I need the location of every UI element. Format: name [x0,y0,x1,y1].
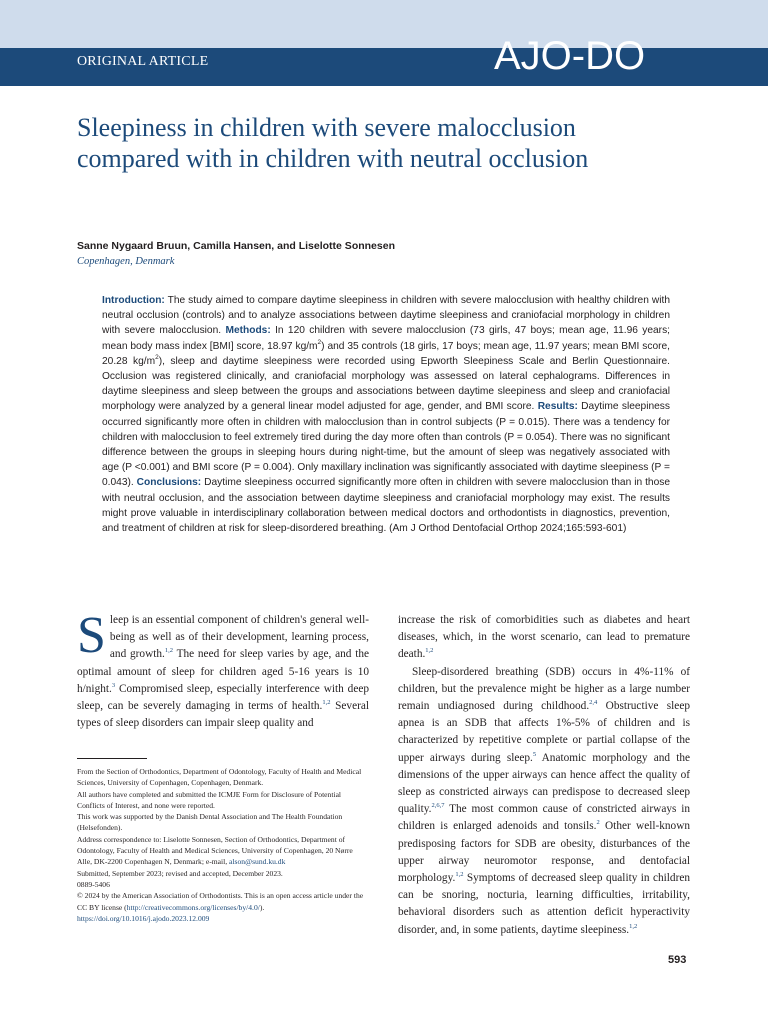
footnote-coi: All authors have completed and submitted the ICMJE Form for Disclosure of Potential Conflicts of Interest, and none were reported. [77,789,342,810]
abstract-results-text: Daytime sleepiness occurred significantly more often in children with malocclusion than in control subjects (P = 0.015). There was a tendency for children with malocclusion to feel extremely tired during the day more often than controls (P = 0.054). There was no significant difference between the groups in sleeping hours during night-time, but the amount of sleep was negatively associated with age (P <0.001) and BMI score (P = 0.004). Only maxillary inclination was significantly associated with daytime sleepiness (P = 0.043). [102,401,670,489]
article-authors: Sanne Nygaard Bruun, Camilla Hansen, and Liselotte Sonnesen [77,240,395,252]
footnote-correspondence [77,834,369,868]
section-label: ORIGINAL ARTICLE [77,54,209,69]
abstract-methods-sup-1: 2 [317,338,322,346]
footnote-correspondence-text: Address correspondence to: Liselotte Sonnesen, Section of Orthodontics, Department of Odontology, Faculty of Health and Medical Sciences, University of Copenhagen, 20 Nørre Alle, DK-2200 Copenhagen N, Denmark; e-mail, [77,834,353,867]
citation-link[interactable]: 2,6,7 [431,802,445,810]
citation-link[interactable]: 1,2 [455,871,464,879]
abstract-introduction-heading: Introduction: [102,295,165,306]
footnote-license-text: © 2024 by the American Association of Orthodontists. This is an open access article under the CC BY license ( [77,891,364,912]
body-column-left [77,607,370,732]
abstract-conclusions-text: Daytime sleepiness occurred significantly more often in children with severe malocclusion than in those with neutral occlusion, and the association between daytime sleepiness and craniofacial morphology may exist. The results might prove valuable in interdisciplinary collaboration between medical doctors and orthodontists in diagnostics, prevention, and treatment of children at risk for sleep-disordered breathing. (Am J Orthod Dentofacial Orthop 2024;165:593-601) [102,477,670,535]
citation-link[interactable]: 3 [111,681,116,689]
abstract-methods-text-2: ) and 35 controls (18 girls, 17 boys; mean age, 11.97 years; mean BMI score, 20.28 kg/m [102,340,670,367]
citation-link[interactable]: 2,4 [589,699,598,707]
license-link[interactable]: http://creativecommons.org/licenses/by/4.0/ [126,902,260,912]
article-title: Sleepiness in children with severe malocclusion compared with in children with neutral occlusion [77,113,589,173]
footnote-affiliation: From the Section of Orthodontics, Department of Odontology, Faculty of Health and Medical Sciences, University of Copenhagen, Copenhagen, Denmark. [77,767,362,788]
abstract [102,293,670,536]
body-paragraph [398,664,690,939]
body-text: Sleep-disordered breathing (SDB) occurs in 4%-11% of children, but the prevalence might be higher as a large number remain undiagnosed during childhood. [398,665,690,713]
citation-link[interactable]: 1,2 [164,647,173,655]
body-column-right [398,612,690,939]
email-link[interactable]: alson@sund.ku.dk [229,857,286,867]
drop-cap: S [77,607,106,664]
article-location: Copenhagen, Denmark [77,256,175,267]
footnote-submitted: Submitted, September 2023; revised and accepted, December 2023. [77,868,283,878]
body-text: The most common cause of constricted airways in children is enlarged adenoids and tonsils. [398,803,690,833]
abstract-results-heading: Results: [537,401,578,413]
citation-link[interactable]: 1,2 [629,922,638,930]
abstract-conclusions-heading: Conclusions: [136,477,202,489]
body-paragraph [398,612,690,664]
abstract-methods-text-3: ), sleep and daytime sleepiness were recorded using Epworth Sleepiness Scale and Berlin Questionnaire. Occlusion was registered clinically, and craniofacial morphology was assessed on lateral cephalograms. Differences in daytime sleepiness and sleep between the groups and associations between daytime sleepiness and sleep and craniofacial morphology were analyzed by a general linear model adjusted for age, gender, and BMI score. [102,355,670,413]
abstract-methods-text-1: In 120 children with severe malocclusion (73 girls, 47 boys; mean age, 11.96 years; mean body mass index [BMI] score, 18.97 kg/m [102,325,670,352]
footnote-license-text-end: ). [259,902,265,912]
body-text: Anatomic morphology and the dimensions of the upper airways can hence affect the quality of sleep as constricted airways can predispose to decreased sleep quality. [398,751,690,816]
doi-link[interactable]: https://doi.org/10.1016/j.ajodo.2023.12.009 [77,913,210,923]
citation-link[interactable]: 5 [532,750,537,758]
abstract-methods-heading: Methods: [225,325,271,337]
body-text: Several types of sleep disorders can impair sleep quality and [77,700,370,730]
header-top-band [0,0,768,48]
body-text: Other well-known predisposing factors for SDB are obesity, disturbances of the upper airway neuromotor response, and dentofacial morphology. [398,820,690,885]
body-text: leep is an essential component of children's general well-being as well as of their development, learning process, and growth. [109,614,369,661]
journal-logo: AJO-DO [494,34,646,78]
citation-link[interactable]: 2 [596,819,600,827]
abstract-introduction-text: The study aimed to compare daytime sleepiness in children with severe malocclusion with healthy children with neutral occlusion (controls) and to analyze associations between daytime sleepiness and craniofacial morphology in children with severe malocclusion. [102,295,670,337]
body-text: The need for sleep varies by age, and the optimal amount of sleep for children aged 5-16 years is 10 h/night. [77,648,370,695]
abstract-methods-sup-2: 2 [155,353,159,361]
body-text: Compromised sleep, especially interference with deep sleep, can be severely damaging in terms of health. [77,682,369,713]
footnote-rule [77,758,147,759]
footnote-issn: 0889-5406 [77,879,110,889]
page-number: 593 [668,954,687,966]
citation-link[interactable]: 1,2 [425,647,434,655]
body-text: increase the risk of comorbidities such as diabetes and heart diseases, which, in the worst scenario, can lead to premature death. [398,614,690,661]
footnote-license [77,890,369,913]
footnote-funding: This work was supported by the Danish Dental Association and The Health Foundation (Helsefonden). [77,812,343,833]
body-text: Obstructive sleep apnea is an SDB that affects 1%-5% of children and is characterized by repetitive complete or partial collapse of the upper airways during sleep. [398,700,690,764]
footnotes [77,766,369,924]
citation-link[interactable]: 1,2 [322,699,331,707]
body-text: Symptoms of decreased sleep quality in children can be snoring, nocturia, learning difficulties, irritability, behavioral disorders such as attention deficit hyperactivity disorder, and, in some patients, daytime sleepiness. [398,872,690,936]
